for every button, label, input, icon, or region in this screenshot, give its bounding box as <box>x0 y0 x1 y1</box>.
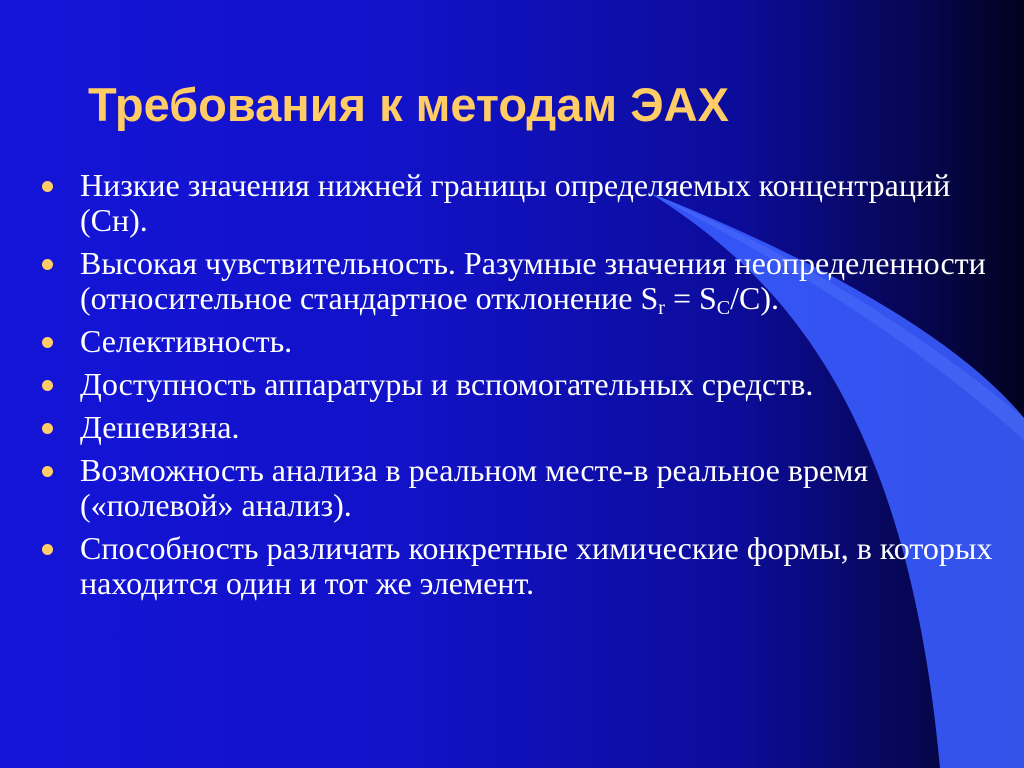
bullet-item <box>42 410 1002 445</box>
bullet-item <box>42 367 1002 402</box>
bullet-dot-icon <box>42 337 53 348</box>
bullet-item <box>42 245 1002 319</box>
bullet-dot-icon <box>42 259 53 270</box>
slide-title: Требования к методам ЭАХ <box>88 78 729 131</box>
bullet-text-part: = S <box>664 280 717 316</box>
bullet-dot-icon <box>42 466 53 477</box>
bullet-item <box>42 324 1002 359</box>
bullet-list <box>42 168 1002 609</box>
bullet-text: Способность различать конкретные химические формы, в которых находится один и тот же элемент. <box>80 530 993 601</box>
subscript-c: C <box>716 297 731 319</box>
bullet-text-part: /C). <box>730 280 780 316</box>
bullet-dot-icon <box>42 423 53 434</box>
bullet-dot-icon <box>42 380 53 391</box>
bullet-text: Возможность анализа в реальном месте-в реальное время («полевой» анализ). <box>80 452 869 523</box>
bullet-text: Доступность аппаратуры и вспомогательных средств. <box>80 366 814 402</box>
bullet-item <box>42 453 1002 523</box>
subscript-r: r <box>658 297 665 319</box>
bullet-text: Селективность. <box>80 323 293 359</box>
bullet-item <box>42 168 1002 238</box>
bullet-text-part: Высокая чувствительность. Разумные значения неопределенности (относительное стандартное отклонение S <box>80 245 986 316</box>
bullet-item <box>42 531 1002 601</box>
bullet-text: Низкие значения нижней границы определяемых концентраций (Cн). <box>80 167 951 238</box>
bullet-text: Дешевизна. <box>80 409 240 445</box>
bullet-dot-icon <box>42 544 53 555</box>
bullet-dot-icon <box>42 181 53 192</box>
